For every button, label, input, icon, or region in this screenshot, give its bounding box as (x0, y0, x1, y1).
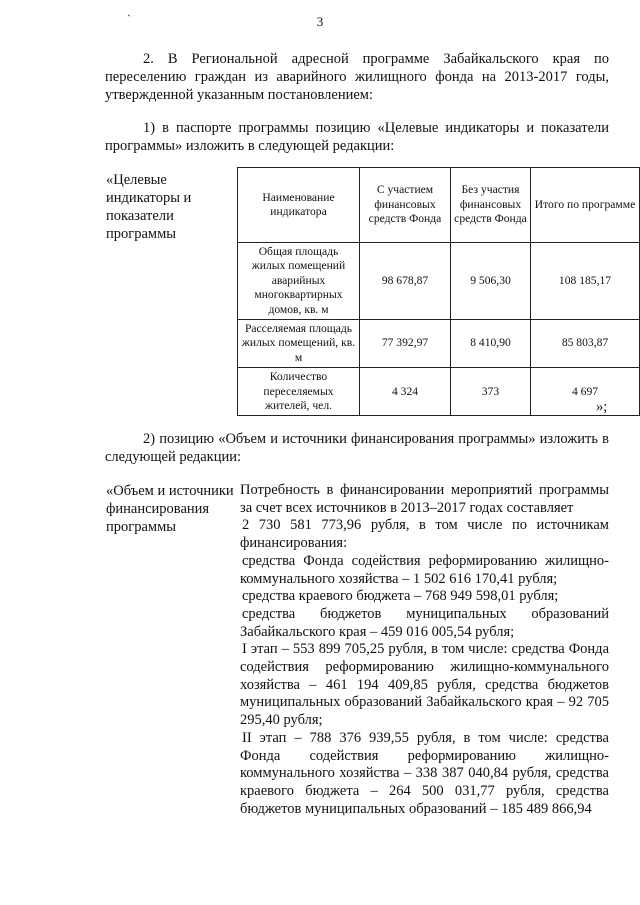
table-row (238, 368, 640, 416)
value-with-fund-cell: 4 324 (360, 368, 451, 416)
value-without-fund-cell: 8 410,90 (451, 320, 531, 368)
value-without-fund-cell: 9 506,30 (451, 243, 531, 320)
value-with-fund-cell: 98 678,87 (360, 243, 451, 320)
value-with-fund-cell: 77 392,97 (360, 320, 451, 368)
table-row (238, 243, 640, 320)
section-2-paragraph: 2. В Региональной адресной программе Забайкальского края по переселению граждан из аварийного жилищного фонда на 2013-2017 годы, утвержденной указанным постановлением: (105, 51, 609, 103)
table-row (238, 320, 640, 368)
financing-text (240, 482, 609, 818)
financing-line: средства краевого бюджета – 768 949 598,01 рубля; (242, 588, 559, 605)
indicators-label: «Целевые индикаторы и показатели программы (106, 172, 192, 242)
table-header-cell: Итого по программе (531, 168, 640, 243)
table-header-cell: Без участия финансовых средств Фонда (451, 168, 531, 243)
indicator-name-cell: Расселяемая площадь жилых помещений, кв. м (238, 320, 360, 368)
item-2-paragraph: 2) позицию «Объем и источники финансирования программы» изложить в следующей редакции: (105, 431, 609, 465)
table-header-row (238, 168, 640, 243)
value-total-cell: 108 185,17 (531, 243, 640, 320)
financing-line: средства Фонда содействия реформированию жилищно-коммунального хозяйства – 1 502 616 170,41 рубля; (240, 552, 609, 587)
indicator-name-cell: Общая площадь жилых помещений аварийных многоквартирных домов, кв. м (238, 243, 360, 320)
financing-line: I этап – 553 899 705,25 рубля, в том числе: средства Фонда содействия реформированию жилищно-коммунального хозяйства – 461 194 409,85 рубля, средства бюджетов муниципальных образований Забайкальского края – 92 705 295,40 рубля; (240, 641, 609, 729)
indicator-name-cell: Количество переселяемых жителей, чел. (238, 368, 360, 416)
page-number: 3 (316, 14, 324, 29)
financing-line: Потребность в финансировании мероприятий программы за счет всех источников в 2013–2017 годах составляет (240, 482, 609, 516)
financing-label: «Объем и источники финансирования программы (106, 483, 234, 535)
indicators-table (237, 167, 640, 416)
closing-quote: »; (596, 399, 608, 415)
value-total-cell: 4 697 (531, 368, 640, 416)
table-header-cell: Наименование индикатора (238, 168, 360, 243)
item-1-paragraph: 1) в паспорте программы позицию «Целевые индикаторы и показатели программы» изложить в следующей редакции: (105, 120, 609, 154)
value-without-fund-cell: 373 (451, 368, 531, 416)
corner-mark: ` (127, 12, 131, 26)
value-total-cell: 85 803,87 (531, 320, 640, 368)
table-header-cell: С участием финансовых средств Фонда (360, 168, 451, 243)
financing-line: средства бюджетов муниципальных образований Забайкальского края – 459 016 005,54 рубля; (240, 605, 609, 640)
financing-line: 2 730 581 773,96 рубля, в том числе по источникам финансирования: (240, 517, 609, 552)
financing-line: II этап – 788 376 939,55 рубля, в том числе: средства Фонда содействия реформированию жилищно-коммунального хозяйства – 338 387 040,84 рубля, средства краевого бюджета – 264 500 031,77 рубля, средства бюджетов муниципальных образований – 185 489 866,94 (240, 729, 609, 817)
